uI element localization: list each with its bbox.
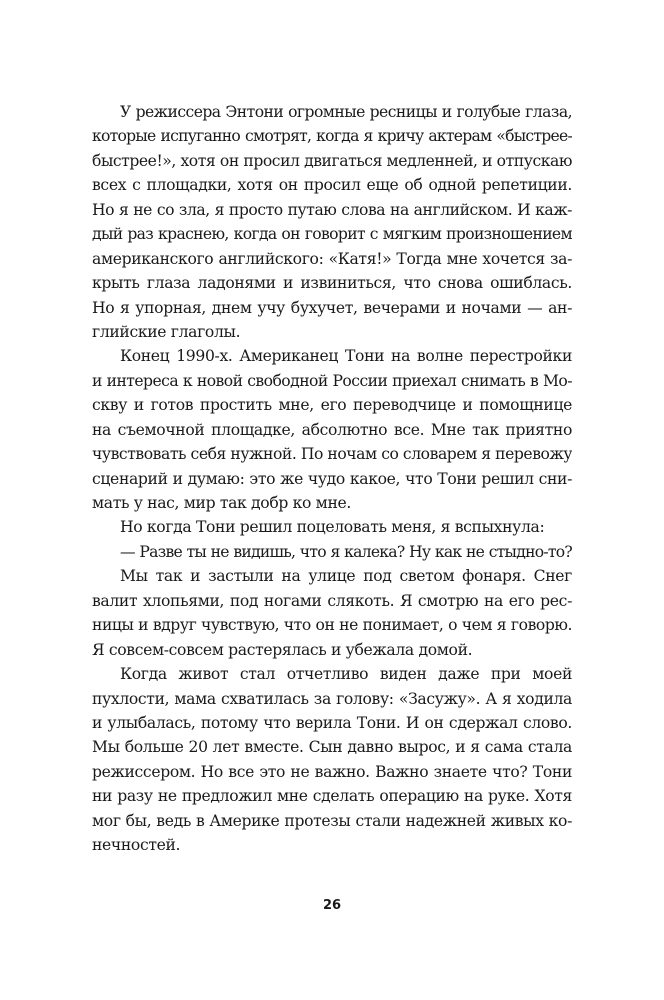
text-line: валит хлопьями, под ногами слякоть. Я смотрю на его рес- xyxy=(92,591,572,610)
text-line: мать у нас, мир так добр ко мне. xyxy=(92,494,351,512)
text-line: быстрее!», хотя он просил двигаться медленней, и отпускаю xyxy=(92,151,572,170)
text-line: Мы больше 20 лет вместе. Сын давно вырос, и я сама стала xyxy=(92,738,572,757)
text-line: Я совсем-совсем растерялась и убежала домой. xyxy=(92,640,473,659)
text-line: на съемочной площадке, абсолютно все. Мне так приятно xyxy=(92,420,572,439)
text-line: мог бы, ведь в Америке протезы стали надежней живых ко- xyxy=(92,811,572,830)
text-line: режиссером. Но все это не важно. Важно знаете что? Тони xyxy=(92,762,572,781)
page-number: 26 xyxy=(322,898,342,913)
text-line: Но я не со зла, я просто путаю слова на английском. И каж- xyxy=(92,200,572,219)
text-line: американского английского: «Катя!» Тогда мне хочется за- xyxy=(92,249,572,268)
text-line: чувствовать себя нужной. По ночам со словарем я перевожу xyxy=(92,445,572,464)
text-line: Но когда Тони решил поцеловать меня, я вспыхнула: xyxy=(120,518,545,537)
text-line: и интереса к новой свободной России приехал снимать в Мо- xyxy=(92,371,572,390)
text-line: Конец 1990-х. Американец Тони на волне перестройки xyxy=(120,347,572,366)
text-line: У режиссера Энтони огромные ресницы и голубые глаза, xyxy=(120,103,572,121)
body-text xyxy=(92,100,572,858)
text-line: ницы и вдруг чувствую, что он не понимает, о чем я говорю. xyxy=(92,616,572,635)
text-line: ни разу не предложил мне сделать операцию на руке. Хотя xyxy=(92,787,572,806)
text-line: которые испуганно смотрят, когда я кричу актерам «быстрее- xyxy=(92,127,572,146)
text-line: — Разве ты не видишь, что я калека? Ну как не стыдно-то? xyxy=(120,542,572,561)
text-line: всех с площадки, хотя он просил еще об одной репетиции. xyxy=(92,176,572,195)
text-line: сценарий и думаю: это же чудо какое, что Тони решил сни- xyxy=(92,469,572,488)
text-line: дый раз краснею, когда он говорит с мягким произношением xyxy=(92,225,572,244)
text-line: и улыбалась, потому что верила Тони. И он сдержал слово. xyxy=(92,713,572,732)
text-line: скву и готов простить мне, его переводчице и помощнице xyxy=(92,396,572,415)
text-line: Но я упорная, днем учу бухучет, вечерами и ночами — ан- xyxy=(92,298,572,317)
text-line: Когда живот стал отчетливо виден даже при моей xyxy=(120,665,572,684)
text-line: Мы так и застыли на улице под светом фонаря. Снег xyxy=(120,567,572,586)
text-line: крыть глаза ладонями и извиниться, что снова ошиблась. xyxy=(92,274,572,293)
text-line: нечностей. xyxy=(92,836,181,855)
text-line: пухлости, мама схватилась за голову: «Засужу». А я ходила xyxy=(92,689,572,708)
text-line: глийские глаголы. xyxy=(92,322,241,341)
